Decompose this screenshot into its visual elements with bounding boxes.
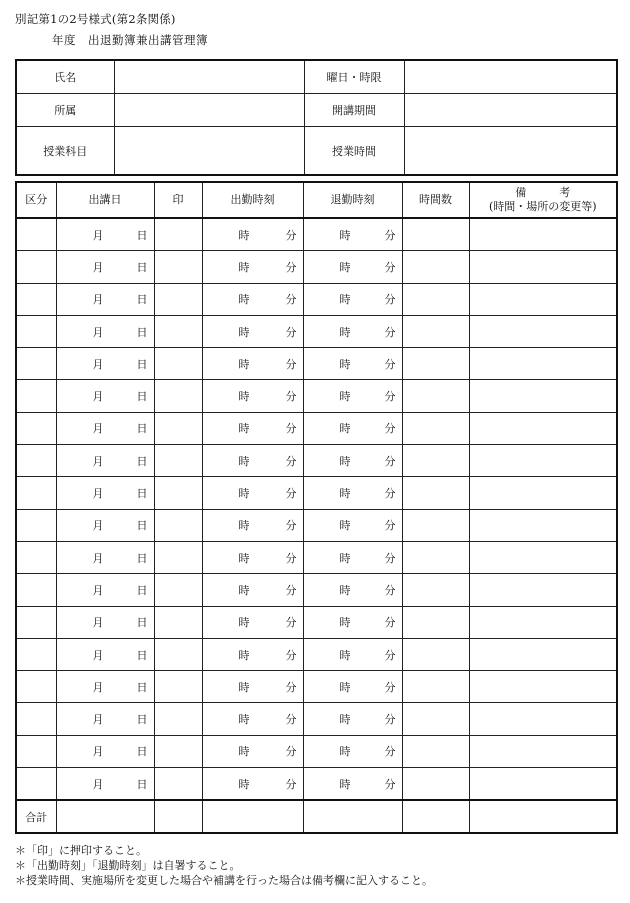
remarks-field[interactable] — [469, 445, 617, 477]
hours-field[interactable] — [402, 412, 469, 444]
arrival-time-field-unit-a: 時 — [238, 487, 250, 501]
arrival-time-field[interactable] — [202, 638, 303, 670]
arrival-time-field-unit-b: 分 — [285, 390, 297, 404]
lecture-date-field-unit-b: 日 — [136, 357, 148, 371]
day-period-field[interactable] — [404, 60, 617, 94]
departure-time-field-unit-b: 分 — [384, 293, 396, 307]
lecture-date-field[interactable] — [56, 412, 154, 444]
arrival-time-field[interactable] — [202, 768, 303, 801]
arrival-time-field-unit-b: 分 — [285, 325, 297, 339]
arrival-time-field-unit-a: 時 — [238, 357, 250, 371]
seal-field[interactable] — [154, 348, 202, 380]
category-field[interactable] — [16, 574, 56, 606]
departure-time-field[interactable] — [303, 445, 402, 477]
lecture-date-field-unit-a: 月 — [92, 422, 104, 436]
name-label: 氏名 — [16, 60, 114, 94]
arrival-time-field-unit-a: 時 — [238, 745, 250, 759]
departure-time-field[interactable] — [303, 251, 402, 283]
arrival-time-field-unit-a: 時 — [238, 422, 250, 436]
departure-time-field[interactable] — [303, 541, 402, 573]
departure-time-field-unit-a: 時 — [339, 454, 351, 468]
lecture-date-field-unit-b: 日 — [136, 745, 148, 759]
category-field[interactable] — [16, 509, 56, 541]
departure-time-field-unit-a: 時 — [339, 422, 351, 436]
hours-field[interactable] — [402, 735, 469, 767]
class-hours-field[interactable] — [404, 127, 617, 176]
departure-time-field[interactable] — [303, 477, 402, 509]
lecture-date-field-unit-a: 月 — [92, 228, 104, 242]
departure-time-field[interactable] — [303, 606, 402, 638]
arrival-time-field[interactable] — [202, 574, 303, 606]
lecture-date-field[interactable] — [56, 574, 154, 606]
category-field[interactable] — [16, 380, 56, 412]
departure-time-field-unit-b: 分 — [384, 519, 396, 533]
arrival-time-field-unit-a: 時 — [238, 616, 250, 630]
hours-field[interactable] — [402, 251, 469, 283]
header-lecture-date: 出講日 — [56, 182, 154, 218]
departure-time-field-unit-b: 分 — [384, 777, 396, 791]
table-row — [16, 477, 617, 509]
arrival-time-field[interactable] — [202, 509, 303, 541]
departure-time-field[interactable] — [303, 574, 402, 606]
departure-time-field-unit-a: 時 — [339, 293, 351, 307]
lecture-date-field-unit-a: 月 — [92, 777, 104, 791]
lecture-date-field-unit-a: 月 — [92, 551, 104, 565]
lecture-date-field-unit-b: 日 — [136, 390, 148, 404]
total-remarks-field[interactable] — [469, 800, 617, 833]
arrival-time-field[interactable] — [202, 218, 303, 251]
arrival-time-field[interactable] — [202, 380, 303, 412]
header-arrival-time: 出勤時刻 — [202, 182, 303, 218]
departure-time-field-unit-a: 時 — [339, 390, 351, 404]
seal-field[interactable] — [154, 541, 202, 573]
departure-time-field-unit-b: 分 — [384, 357, 396, 371]
lecture-date-field[interactable] — [56, 768, 154, 801]
lecture-date-field-unit-b: 日 — [136, 551, 148, 565]
arrival-time-field-unit-b: 分 — [285, 228, 297, 242]
arrival-time-field-unit-b: 分 — [285, 422, 297, 436]
table-row — [16, 768, 617, 801]
lecture-date-field-unit-a: 月 — [92, 680, 104, 694]
hours-field[interactable] — [402, 541, 469, 573]
departure-time-field-unit-b: 分 — [384, 551, 396, 565]
arrival-time-field-unit-b: 分 — [285, 745, 297, 759]
departure-time-field[interactable] — [303, 218, 402, 251]
category-field[interactable] — [16, 218, 56, 251]
arrival-time-field[interactable] — [202, 348, 303, 380]
departure-time-field[interactable] — [303, 768, 402, 801]
departure-time-field[interactable] — [303, 735, 402, 767]
hours-field[interactable] — [402, 315, 469, 347]
lecture-period-label: 開講期間 — [304, 94, 404, 127]
seal-field[interactable] — [154, 315, 202, 347]
note-item: ＊授業時間、実施場所を変更した場合や補講を行った場合は備考欄に記入すること。 — [15, 874, 433, 887]
departure-time-field-unit-b: 分 — [384, 325, 396, 339]
arrival-time-field-unit-a: 時 — [238, 325, 250, 339]
lecture-date-field-unit-b: 日 — [136, 260, 148, 274]
table-row — [16, 509, 617, 541]
total-arrival-cell — [202, 800, 303, 833]
seal-field[interactable] — [154, 703, 202, 735]
arrival-time-field-unit-a: 時 — [238, 583, 250, 597]
category-field[interactable] — [16, 412, 56, 444]
arrival-time-field[interactable] — [202, 283, 303, 315]
arrival-time-field-unit-b: 分 — [285, 680, 297, 694]
table-row — [16, 412, 617, 444]
departure-time-field-unit-a: 時 — [339, 680, 351, 694]
hours-field[interactable] — [402, 509, 469, 541]
lecture-date-field-unit-b: 日 — [136, 293, 148, 307]
lecture-date-field[interactable] — [56, 671, 154, 703]
header-remarks-line1: 備 考 — [515, 186, 571, 200]
page-title: 年度 出退勤簿兼出講管理簿 — [52, 33, 208, 47]
arrival-time-field-unit-a: 時 — [238, 293, 250, 307]
departure-time-field-unit-b: 分 — [384, 454, 396, 468]
remarks-field[interactable] — [469, 541, 617, 573]
departure-time-field-unit-b: 分 — [384, 680, 396, 694]
lecture-date-field-unit-a: 月 — [92, 454, 104, 468]
departure-time-field-unit-b: 分 — [384, 487, 396, 501]
seal-field[interactable] — [154, 574, 202, 606]
header-hours: 時間数 — [402, 182, 469, 218]
seal-field[interactable] — [154, 477, 202, 509]
arrival-time-field-unit-b: 分 — [285, 551, 297, 565]
arrival-time-field-unit-a: 時 — [238, 454, 250, 468]
hours-field[interactable] — [402, 703, 469, 735]
lecture-date-field-unit-b: 日 — [136, 228, 148, 242]
table-row — [16, 218, 617, 251]
table-row — [16, 445, 617, 477]
affiliation-field[interactable] — [114, 94, 304, 127]
lecture-date-field[interactable] — [56, 283, 154, 315]
remarks-field[interactable] — [469, 574, 617, 606]
departure-time-field-unit-b: 分 — [384, 616, 396, 630]
lecture-date-field-unit-b: 日 — [136, 454, 148, 468]
seal-field[interactable] — [154, 768, 202, 801]
category-field[interactable] — [16, 541, 56, 573]
lecture-date-field[interactable] — [56, 251, 154, 283]
departure-time-field-unit-b: 分 — [384, 713, 396, 727]
class-hours-label: 授業時間 — [304, 127, 404, 176]
departure-time-field[interactable] — [303, 380, 402, 412]
departure-time-field-unit-b: 分 — [384, 260, 396, 274]
day-period-label: 曜日・時限 — [304, 60, 404, 94]
lecture-date-field[interactable] — [56, 703, 154, 735]
category-field[interactable] — [16, 638, 56, 670]
lecture-date-field-unit-b: 日 — [136, 583, 148, 597]
departure-time-field-unit-a: 時 — [339, 777, 351, 791]
arrival-time-field[interactable] — [202, 671, 303, 703]
remarks-field[interactable] — [469, 315, 617, 347]
departure-time-field[interactable] — [303, 348, 402, 380]
category-field[interactable] — [16, 251, 56, 283]
seal-field[interactable] — [154, 380, 202, 412]
total-seal-cell — [154, 800, 202, 833]
remarks-field[interactable] — [469, 380, 617, 412]
arrival-time-field[interactable] — [202, 412, 303, 444]
departure-time-field-unit-b: 分 — [384, 228, 396, 242]
departure-time-field-unit-a: 時 — [339, 648, 351, 662]
notes — [15, 843, 433, 888]
lecture-period-field[interactable] — [404, 94, 617, 127]
lecture-date-field-unit-b: 日 — [136, 616, 148, 630]
arrival-time-field-unit-b: 分 — [285, 357, 297, 371]
lecture-date-field-unit-a: 月 — [92, 745, 104, 759]
header-remarks-line2: (時間・場所の変更等) — [488, 200, 597, 213]
seal-field[interactable] — [154, 283, 202, 315]
departure-time-field-unit-a: 時 — [339, 745, 351, 759]
arrival-time-field-unit-a: 時 — [238, 648, 250, 662]
total-lecture-date-cell — [56, 800, 154, 833]
lecture-date-field-unit-a: 月 — [92, 293, 104, 307]
subject-label: 授業科目 — [16, 127, 114, 176]
departure-time-field-unit-a: 時 — [339, 228, 351, 242]
remarks-field[interactable] — [469, 509, 617, 541]
lecture-date-field[interactable] — [56, 348, 154, 380]
departure-time-field-unit-b: 分 — [384, 583, 396, 597]
table-row — [16, 251, 617, 283]
lecture-date-field-unit-a: 月 — [92, 325, 104, 339]
departure-time-field-unit-a: 時 — [339, 713, 351, 727]
table-row — [16, 315, 617, 347]
departure-time-field-unit-a: 時 — [339, 260, 351, 274]
remarks-field[interactable] — [469, 768, 617, 801]
lecture-date-field-unit-a: 月 — [92, 648, 104, 662]
remarks-field[interactable] — [469, 477, 617, 509]
arrival-time-field[interactable] — [202, 606, 303, 638]
lecture-date-field[interactable] — [56, 477, 154, 509]
lecture-date-field-unit-b: 日 — [136, 713, 148, 727]
lecture-date-field[interactable] — [56, 638, 154, 670]
category-field[interactable] — [16, 735, 56, 767]
departure-time-field-unit-b: 分 — [384, 422, 396, 436]
lecture-date-field[interactable] — [56, 218, 154, 251]
hours-field[interactable] — [402, 283, 469, 315]
info-table — [15, 59, 618, 176]
category-field[interactable] — [16, 768, 56, 801]
hours-field[interactable] — [402, 477, 469, 509]
arrival-time-field-unit-a: 時 — [238, 260, 250, 274]
table-row — [16, 735, 617, 767]
seal-field[interactable] — [154, 412, 202, 444]
hours-field[interactable] — [402, 606, 469, 638]
lecture-date-field-unit-b: 日 — [136, 487, 148, 501]
hours-field[interactable] — [402, 638, 469, 670]
arrival-time-field-unit-b: 分 — [285, 713, 297, 727]
departure-time-field[interactable] — [303, 703, 402, 735]
remarks-field[interactable] — [469, 735, 617, 767]
lecture-date-field-unit-b: 日 — [136, 325, 148, 339]
lecture-date-field[interactable] — [56, 606, 154, 638]
lecture-date-field[interactable] — [56, 735, 154, 767]
remarks-field[interactable] — [469, 348, 617, 380]
arrival-time-field[interactable] — [202, 477, 303, 509]
hours-field[interactable] — [402, 574, 469, 606]
header-seal: 印 — [154, 182, 202, 218]
departure-time-field-unit-b: 分 — [384, 390, 396, 404]
arrival-time-field-unit-a: 時 — [238, 551, 250, 565]
table-row — [16, 574, 617, 606]
total-hours-field[interactable] — [402, 800, 469, 833]
header-departure-time: 退勤時刻 — [303, 182, 402, 218]
remarks-field[interactable] — [469, 671, 617, 703]
category-field[interactable] — [16, 348, 56, 380]
arrival-time-field[interactable] — [202, 315, 303, 347]
arrival-time-field-unit-a: 時 — [238, 228, 250, 242]
seal-field[interactable] — [154, 606, 202, 638]
departure-time-field[interactable] — [303, 315, 402, 347]
category-field[interactable] — [16, 703, 56, 735]
departure-time-field[interactable] — [303, 509, 402, 541]
arrival-time-field[interactable] — [202, 703, 303, 735]
remarks-field[interactable] — [469, 283, 617, 315]
seal-field[interactable] — [154, 638, 202, 670]
remarks-field[interactable] — [469, 703, 617, 735]
category-field[interactable] — [16, 315, 56, 347]
departure-time-field-unit-a: 時 — [339, 519, 351, 533]
arrival-time-field-unit-b: 分 — [285, 648, 297, 662]
lecture-date-field-unit-a: 月 — [92, 713, 104, 727]
lecture-date-field[interactable] — [56, 380, 154, 412]
lecture-date-field-unit-a: 月 — [92, 487, 104, 501]
arrival-time-field-unit-b: 分 — [285, 454, 297, 468]
table-row — [16, 348, 617, 380]
departure-time-field[interactable] — [303, 412, 402, 444]
lecture-date-field[interactable] — [56, 509, 154, 541]
arrival-time-field-unit-a: 時 — [238, 777, 250, 791]
arrival-time-field-unit-b: 分 — [285, 616, 297, 630]
arrival-time-field-unit-b: 分 — [285, 293, 297, 307]
lecture-date-field-unit-a: 月 — [92, 616, 104, 630]
hours-field[interactable] — [402, 768, 469, 801]
total-label: 合計 — [16, 800, 56, 833]
affiliation-label: 所属 — [16, 94, 114, 127]
category-field[interactable] — [16, 606, 56, 638]
seal-field[interactable] — [154, 445, 202, 477]
table-row — [16, 671, 617, 703]
lecture-date-field-unit-b: 日 — [136, 777, 148, 791]
subject-field[interactable] — [114, 127, 304, 176]
table-row — [16, 638, 617, 670]
category-field[interactable] — [16, 477, 56, 509]
departure-time-field-unit-b: 分 — [384, 648, 396, 662]
arrival-time-field-unit-b: 分 — [285, 519, 297, 533]
departure-time-field-unit-a: 時 — [339, 583, 351, 597]
remarks-field[interactable] — [469, 606, 617, 638]
departure-time-field[interactable] — [303, 638, 402, 670]
lecture-date-field-unit-b: 日 — [136, 519, 148, 533]
lecture-date-field-unit-b: 日 — [136, 680, 148, 694]
table-row — [16, 541, 617, 573]
lecture-date-field-unit-a: 月 — [92, 357, 104, 371]
departure-time-field-unit-a: 時 — [339, 357, 351, 371]
arrival-time-field-unit-a: 時 — [238, 390, 250, 404]
arrival-time-field-unit-a: 時 — [238, 519, 250, 533]
departure-time-field-unit-a: 時 — [339, 551, 351, 565]
arrival-time-field[interactable] — [202, 251, 303, 283]
lecture-date-field-unit-a: 月 — [92, 390, 104, 404]
hours-field[interactable] — [402, 218, 469, 251]
hours-field[interactable] — [402, 671, 469, 703]
lecture-date-field[interactable] — [56, 445, 154, 477]
hours-field[interactable] — [402, 380, 469, 412]
category-field[interactable] — [16, 671, 56, 703]
departure-time-field-unit-b: 分 — [384, 745, 396, 759]
remarks-field[interactable] — [469, 218, 617, 251]
seal-field[interactable] — [154, 251, 202, 283]
table-row — [16, 380, 617, 412]
seal-field[interactable] — [154, 735, 202, 767]
table-row — [16, 283, 617, 315]
table-row — [16, 703, 617, 735]
lecture-date-field-unit-a: 月 — [92, 583, 104, 597]
arrival-time-field-unit-b: 分 — [285, 583, 297, 597]
name-field[interactable] — [114, 60, 304, 94]
hours-field[interactable] — [402, 348, 469, 380]
arrival-time-field[interactable] — [202, 735, 303, 767]
note-item: ＊「印」に押印すること。 — [15, 844, 147, 857]
attendance-table — [15, 181, 618, 834]
seal-field[interactable] — [154, 671, 202, 703]
arrival-time-field[interactable] — [202, 445, 303, 477]
note-item: ＊「出勤時刻」「退勤時刻」は自署すること。 — [15, 859, 241, 872]
departure-time-field-unit-a: 時 — [339, 487, 351, 501]
seal-field[interactable] — [154, 218, 202, 251]
form-number-label: 別記第1の2号様式(第2条関係) — [15, 12, 176, 26]
remarks-field[interactable] — [469, 251, 617, 283]
departure-time-field[interactable] — [303, 283, 402, 315]
category-field[interactable] — [16, 283, 56, 315]
departure-time-field-unit-a: 時 — [339, 616, 351, 630]
lecture-date-field-unit-a: 月 — [92, 519, 104, 533]
departure-time-field-unit-a: 時 — [339, 325, 351, 339]
lecture-date-field-unit-a: 月 — [92, 260, 104, 274]
departure-time-field[interactable] — [303, 671, 402, 703]
remarks-field[interactable] — [469, 638, 617, 670]
arrival-time-field-unit-b: 分 — [285, 487, 297, 501]
lecture-date-field[interactable] — [56, 541, 154, 573]
arrival-time-field-unit-b: 分 — [285, 777, 297, 791]
total-departure-cell — [303, 800, 402, 833]
lecture-date-field-unit-b: 日 — [136, 422, 148, 436]
header-category: 区分 — [16, 182, 56, 218]
arrival-time-field-unit-a: 時 — [238, 680, 250, 694]
arrival-time-field-unit-b: 分 — [285, 260, 297, 274]
category-field[interactable] — [16, 445, 56, 477]
header-remarks — [469, 182, 617, 218]
lecture-date-field-unit-b: 日 — [136, 648, 148, 662]
lecture-date-field[interactable] — [56, 315, 154, 347]
arrival-time-field-unit-a: 時 — [238, 713, 250, 727]
arrival-time-field[interactable] — [202, 541, 303, 573]
table-row — [16, 606, 617, 638]
remarks-field[interactable] — [469, 412, 617, 444]
seal-field[interactable] — [154, 509, 202, 541]
hours-field[interactable] — [402, 445, 469, 477]
